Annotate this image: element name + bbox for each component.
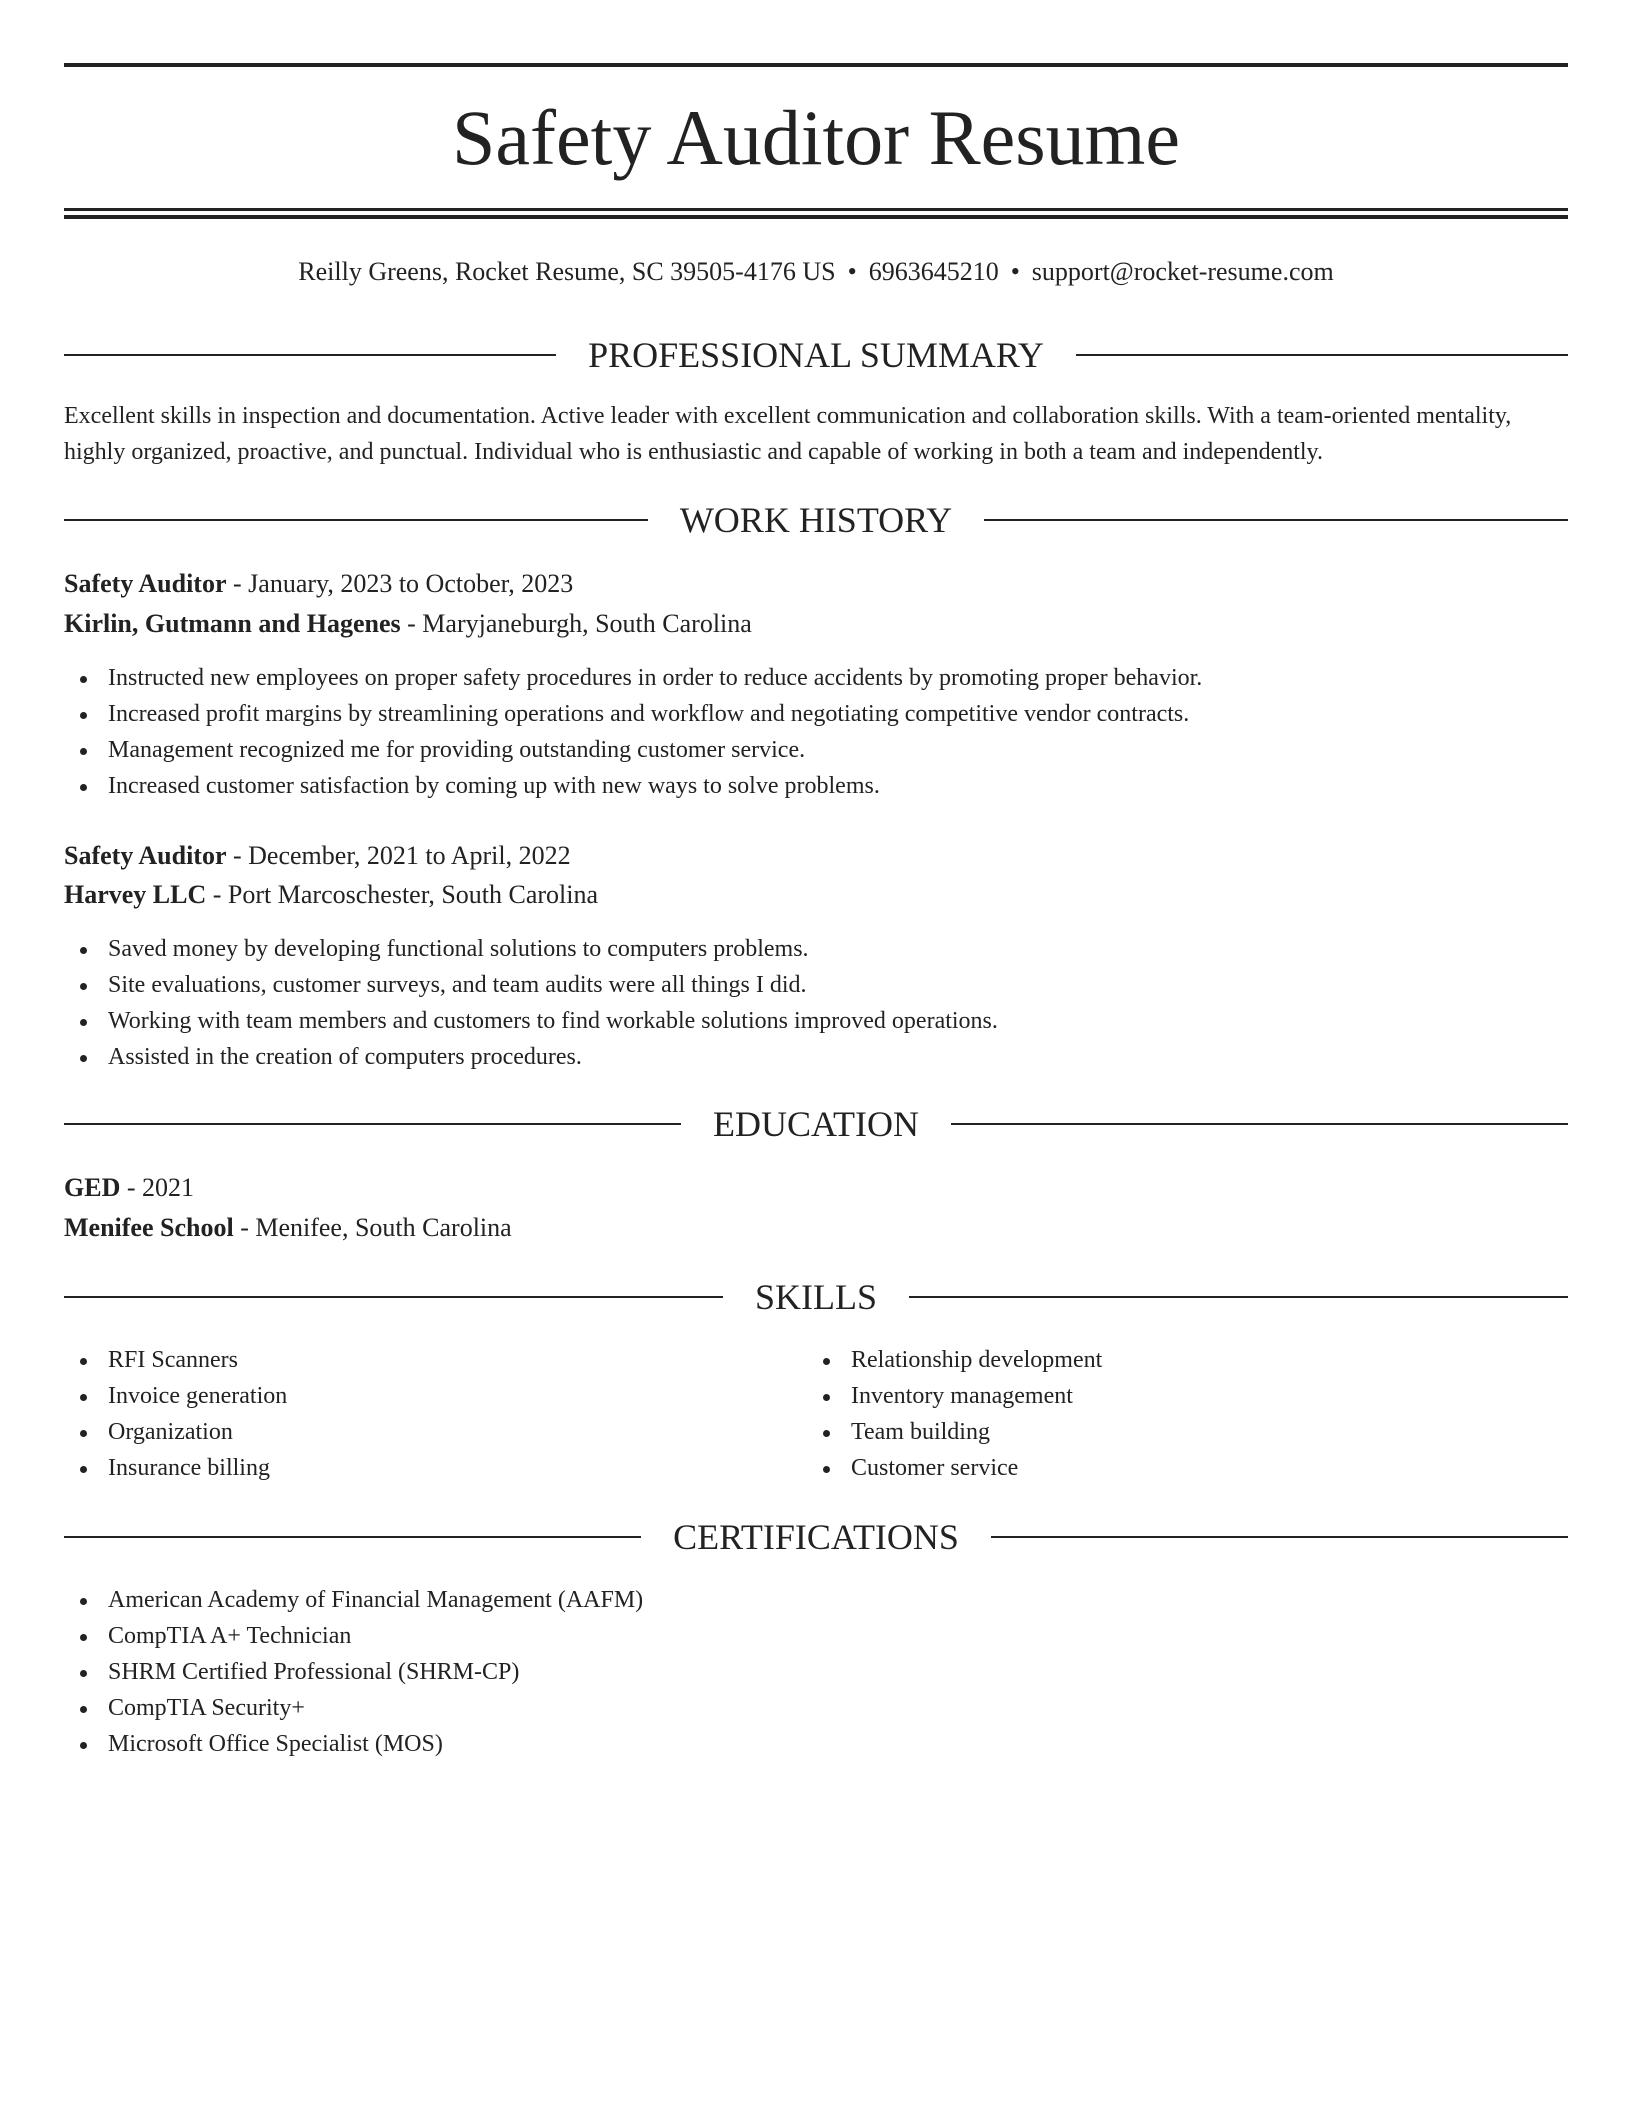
certification-item: American Academy of Financial Management (AAFM): [64, 1582, 643, 1618]
section-rule: [991, 1536, 1568, 1538]
job-dates: - January, 2023 to October, 2023: [226, 569, 574, 598]
skills-list-left: [64, 1342, 287, 1486]
skill-item: Customer service: [807, 1450, 1102, 1486]
job-title-line: [64, 566, 573, 602]
skill-item: Relationship development: [807, 1342, 1102, 1378]
job-bullets: [64, 931, 998, 1075]
education-year: - 2021: [120, 1173, 195, 1202]
section-title-work: WORK HISTORY: [679, 500, 953, 540]
section-rule: [64, 1536, 641, 1538]
section-title-summary: PROFESSIONAL SUMMARY: [588, 335, 1044, 375]
job-dates: - December, 2021 to April, 2022: [226, 841, 571, 870]
job-bullet: Site evaluations, customer surveys, and team audits were all things I did.: [64, 967, 998, 1003]
job-bullet: Assisted in the creation of computers procedures.: [64, 1039, 998, 1075]
header-rule-upper: [64, 208, 1568, 211]
certification-item: CompTIA Security+: [64, 1690, 643, 1726]
section-rule: [1076, 354, 1568, 356]
skill-item: Insurance billing: [64, 1450, 287, 1486]
job-company-line: [64, 877, 598, 913]
certification-item: Microsoft Office Specialist (MOS): [64, 1726, 643, 1762]
contact-phone: 6963645210: [868, 257, 999, 286]
section-rule: [984, 519, 1568, 521]
skills-list-right: [807, 1342, 1102, 1486]
education-school-line: [64, 1210, 512, 1246]
skill-item: Invoice generation: [64, 1378, 287, 1414]
job-company: Kirlin, Gutmann and Hagenes: [64, 609, 401, 638]
skill-item: RFI Scanners: [64, 1342, 287, 1378]
job-bullet: Working with team members and customers to find workable solutions improved operations.: [64, 1003, 998, 1039]
skill-item: Inventory management: [807, 1378, 1102, 1414]
contact-line: [64, 254, 1568, 290]
contact-address: Reilly Greens, Rocket Resume, SC 39505-4176 US: [298, 257, 836, 286]
job-location: - Maryjaneburgh, South Carolina: [400, 609, 752, 638]
section-title-education: EDUCATION: [713, 1104, 919, 1144]
section-rule: [64, 519, 648, 521]
job-company-line: [64, 606, 752, 642]
education-location: - Menifee, South Carolina: [233, 1213, 512, 1242]
job-title: Safety Auditor: [64, 841, 227, 870]
contact-separator: •: [847, 257, 857, 286]
skill-item: Organization: [64, 1414, 287, 1450]
resume-title: Safety Auditor Resume: [452, 94, 1180, 181]
job-bullet: Saved money by developing functional solutions to computers problems.: [64, 931, 998, 967]
job-company: Harvey LLC: [64, 880, 207, 909]
section-rule: [64, 354, 556, 356]
education-degree-line: [64, 1170, 194, 1206]
skill-item: Team building: [807, 1414, 1102, 1450]
certification-item: SHRM Certified Professional (SHRM-CP): [64, 1654, 643, 1690]
contact-email: support@rocket-resume.com: [1031, 257, 1334, 286]
section-header-education: [64, 1102, 1568, 1146]
section-rule: [909, 1296, 1568, 1298]
section-rule: [951, 1123, 1568, 1125]
certifications-list: [64, 1582, 643, 1762]
section-rule: [64, 1296, 723, 1298]
job-bullet: Management recognized me for providing outstanding customer service.: [64, 732, 1202, 768]
section-rule: [64, 1123, 681, 1125]
section-header-skills: [64, 1275, 1568, 1319]
header-rule-lower: [64, 215, 1568, 219]
job-bullets: [64, 660, 1202, 804]
summary-text: Excellent skills in inspection and documentation. Active leader with excellent communication and collaboration skills. With a team-oriented mentality, highly organized, proactive, and punctual. Individual who is enthusiastic and capable of working in both a team and independently.: [64, 403, 1512, 465]
education-school: Menifee School: [64, 1213, 234, 1242]
job-title: Safety Auditor: [64, 569, 227, 598]
job-bullet: Increased profit margins by streamlining operations and workflow and negotiating competitive vendor contracts.: [64, 696, 1202, 732]
section-header-summary: [64, 333, 1568, 377]
section-title-certifications: CERTIFICATIONS: [673, 1517, 959, 1557]
education-degree: GED: [64, 1173, 121, 1202]
certification-item: CompTIA A+ Technician: [64, 1618, 643, 1654]
section-header-certifications: [64, 1515, 1568, 1559]
section-title-skills: SKILLS: [755, 1277, 878, 1317]
job-bullet: Instructed new employees on proper safety procedures in order to reduce accidents by promoting proper behavior.: [64, 660, 1202, 696]
section-header-work: [64, 498, 1568, 542]
job-title-line: [64, 838, 571, 874]
top-rule: [64, 63, 1568, 67]
job-location: - Port Marcoschester, South Carolina: [206, 880, 599, 909]
job-bullet: Increased customer satisfaction by coming up with new ways to solve problems.: [64, 768, 1202, 804]
contact-separator: •: [1010, 257, 1020, 286]
